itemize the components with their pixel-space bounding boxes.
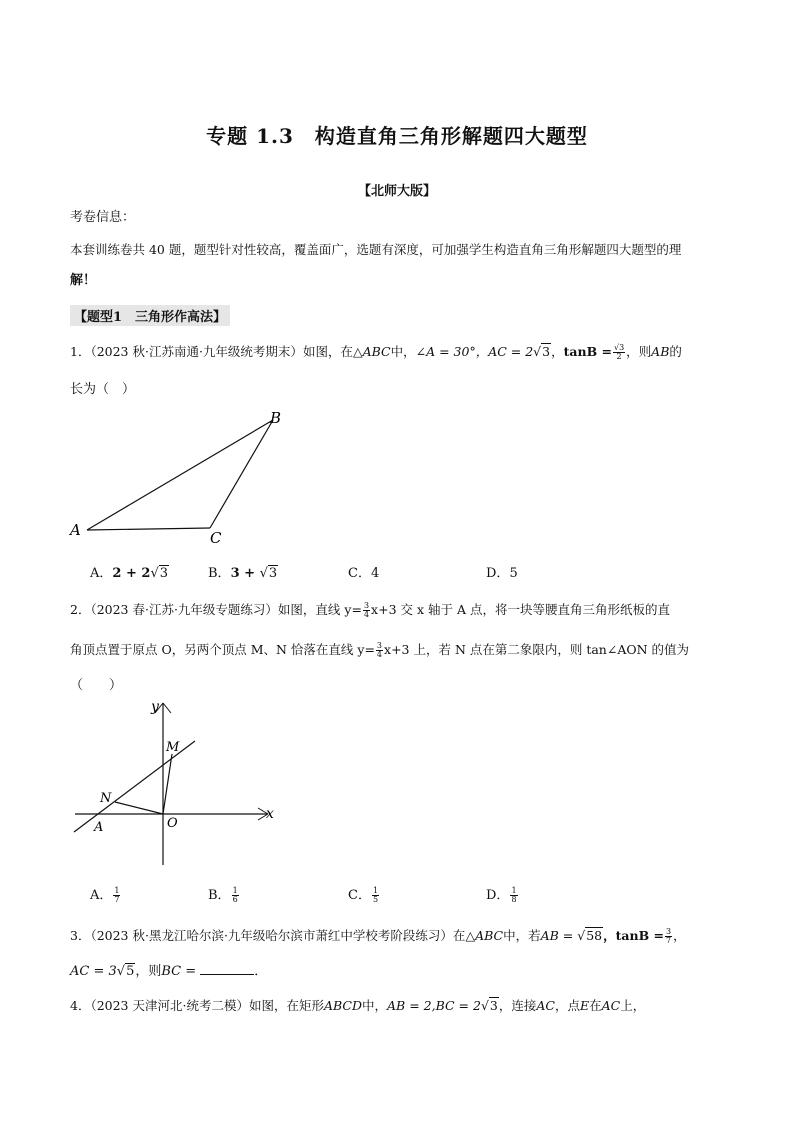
section-heading-type-1: 【题型1 三角形作高法】: [70, 305, 230, 326]
q3-text: ，则: [135, 964, 162, 979]
question-2-line-2: [70, 640, 689, 660]
question-1-source: （2023 秋·江苏南通·九年级统考期末）: [90, 344, 303, 359]
q1-ac: AC = 2: [488, 344, 534, 359]
y-arrow: [163, 703, 171, 713]
q4-text: 上，: [620, 998, 646, 1013]
q1-option-a[interactable]: A．2 + 2√3: [90, 566, 169, 581]
info-text-line-1: 本套训练卷共 40 题，题型针对性较高，覆盖面广，选题有深度，可加强学生构造直角三角形解题四大题型的理: [70, 242, 682, 257]
q2-text: x+3 上，若 N 点在第二象限内，则 tan∠AON 的值为: [384, 642, 690, 657]
option-value: 5: [509, 566, 518, 581]
q4-radicand: 3: [489, 998, 498, 1013]
q1-zh: 中，: [390, 344, 416, 359]
option-fraction: [372, 887, 379, 904]
q3-ab: AB =: [540, 928, 578, 943]
segment-bc: [210, 420, 273, 528]
question-2-line-1: [70, 600, 670, 620]
q3-abc: ABC: [475, 928, 504, 943]
q2-option-a[interactable]: [90, 884, 121, 904]
q3-text: ．: [254, 964, 268, 979]
info-text-line-2: 解！: [70, 273, 97, 288]
q4-ac: AC: [601, 998, 621, 1013]
q4-text: ，连接: [498, 998, 537, 1013]
q4-ab: AB = 2,: [387, 998, 436, 1013]
point-m-label: M: [166, 740, 180, 755]
q4-e: E: [579, 998, 590, 1013]
question-3-line-2: AC = 3√5，则BC = ．: [70, 964, 268, 979]
q2-option-c[interactable]: [348, 884, 380, 904]
segment-ac: [87, 528, 210, 530]
frac-num: 1: [114, 886, 120, 895]
q1-tan: tanB =: [563, 344, 612, 359]
option-radicand: 3: [159, 566, 169, 581]
option-label: C．: [348, 888, 371, 903]
q1-text: 如图，在: [302, 344, 353, 359]
info-label: 考卷信息：: [70, 210, 136, 225]
frac-num: 3: [363, 601, 370, 610]
q3-fraction: [665, 928, 672, 945]
q3-text: （2023 秋·黑龙江哈尔滨·九年级哈尔滨市萧红中学校考阶段练习）在: [90, 928, 466, 943]
frac-num: 1: [511, 886, 517, 895]
question-3-number: 3．: [70, 928, 91, 943]
question-1-line-2: 长为（ ）: [70, 382, 136, 397]
q3-radicand: 58: [586, 928, 603, 943]
option-radicand: 3: [268, 566, 278, 581]
q1-comma: ，: [551, 344, 564, 359]
y-axis-label: y: [151, 699, 159, 715]
frac-den: 6: [232, 895, 238, 904]
q1-then: ，则: [626, 344, 652, 359]
vertex-c-label: C: [210, 529, 222, 547]
question-2-number: 2．: [70, 602, 91, 617]
q2-text: （2023 春·江苏·九年级专题练习）如图，直线 y=: [90, 602, 362, 617]
option-label: B．: [208, 888, 231, 903]
option-fraction: [232, 887, 239, 904]
q2-fraction-2: [376, 642, 383, 659]
frac-num: 3: [665, 927, 672, 936]
option-label: D．: [486, 566, 510, 581]
q1-option-d[interactable]: [486, 562, 518, 581]
frac-den: 4: [363, 610, 370, 619]
point-a-label: A: [94, 820, 104, 835]
option-label: C．: [348, 566, 371, 581]
q4-text: ，点: [554, 998, 580, 1013]
q4-text: 中，: [362, 998, 388, 1013]
q3-tan: ，tanB =: [603, 928, 664, 943]
q1-ab: AB: [651, 344, 670, 359]
q4-text: （2023 天津河北·统考二模）如图，在矩形: [90, 998, 324, 1013]
triangle-symbol: △: [465, 928, 476, 943]
q1-sqrt3: 3: [542, 344, 551, 359]
option-label: A．: [90, 566, 113, 581]
option-label: B．: [208, 566, 231, 581]
frac-den: 4: [376, 650, 383, 659]
frac-num: 1: [232, 886, 238, 895]
option-value: 4: [370, 566, 380, 581]
q2-text: x+3 交 x 轴于 A 点，将一块等腰直角三角形纸板的直: [371, 602, 670, 617]
q1-angle-a: A = 30°，: [426, 344, 489, 359]
option-label: A．: [90, 888, 113, 903]
option-fraction: [510, 887, 517, 904]
q2-fraction-1: [363, 602, 370, 619]
question-4-number: 4．: [70, 998, 91, 1013]
frac-den: 7: [114, 895, 120, 904]
q1-abc: ABC: [362, 344, 391, 359]
question-3-line-1: 3．（2023 秋·黑龙江哈尔滨·九年级哈尔滨市萧红中学校考阶段练习）在△ABC中，若AB = √58，tanB = $\frac{3}{7}$ ，: [70, 927, 686, 945]
q1-fraction: [613, 344, 625, 361]
option-fraction: [113, 887, 120, 904]
q2-text: 角顶点置于原点 O，另两个顶点 M、N 恰落在直线 y=: [70, 642, 375, 657]
answer-blank[interactable]: [200, 962, 254, 975]
x-axis-label: x: [266, 806, 274, 822]
question-1-number: 1．: [70, 344, 91, 359]
option-value: 2 + 2: [112, 566, 151, 581]
angle-symbol: ∠: [415, 344, 427, 359]
q4-ac: AC: [536, 998, 555, 1013]
frac-den: 8: [511, 895, 517, 904]
q4-text: 在: [589, 998, 602, 1013]
option-value: 3 +: [230, 566, 260, 581]
q4-bc: BC = 2: [435, 998, 481, 1013]
point-n-label: N: [100, 791, 112, 806]
q1-option-c[interactable]: [348, 562, 379, 581]
edition-label: 【北师大版】: [357, 184, 436, 199]
frac-den: 7: [665, 936, 672, 945]
vertex-a-label: A: [70, 521, 81, 539]
question-4-line-1: 4．（2023 天津河北·统考二模）如图，在矩形ABCD中，AB = 2,BC = 2√3，连接AC，点E在AC上，: [70, 998, 646, 1013]
origin-o-label: O: [167, 816, 178, 831]
q1-option-b[interactable]: B．3 + √3: [208, 566, 278, 581]
frac-den: 5: [372, 895, 379, 904]
question-2-figure: [60, 695, 290, 870]
segment-om: [163, 754, 172, 814]
frac-num: 3: [376, 641, 383, 650]
question-1-line-1: 1．（2023 秋·江苏南通·九年级统考期末）如图，在△ABC中，∠A = 30°，AC = 2√3，tanB = $\frac{√3}{2}$ ，则AB的: [70, 343, 682, 361]
segment-on: [115, 802, 163, 814]
triangle-symbol: △: [352, 344, 363, 359]
q3-text: ，: [673, 928, 686, 943]
q1-of: 的: [669, 344, 682, 359]
q3-ac: AC = 3: [70, 964, 117, 979]
question-2-line-3: （ ）: [70, 678, 123, 693]
question-1-figure: [60, 405, 300, 550]
q3-bc: BC =: [161, 964, 201, 979]
q3-radicand: 5: [126, 964, 135, 979]
q3-text: 中，若: [503, 928, 541, 943]
document-title: 专题 1.3 构造直角三角形解题四大题型: [206, 124, 588, 148]
option-label: D．: [486, 888, 510, 903]
segment-ab: [87, 420, 273, 530]
q2-option-b[interactable]: [208, 884, 240, 904]
frac-num: 1: [372, 886, 379, 895]
q1-frac-num: √3: [613, 343, 625, 352]
vertex-b-label: B: [270, 409, 282, 427]
q4-abcd: ABCD: [323, 998, 362, 1013]
q1-frac-den: 2: [616, 352, 622, 361]
q2-option-d[interactable]: [486, 884, 519, 904]
